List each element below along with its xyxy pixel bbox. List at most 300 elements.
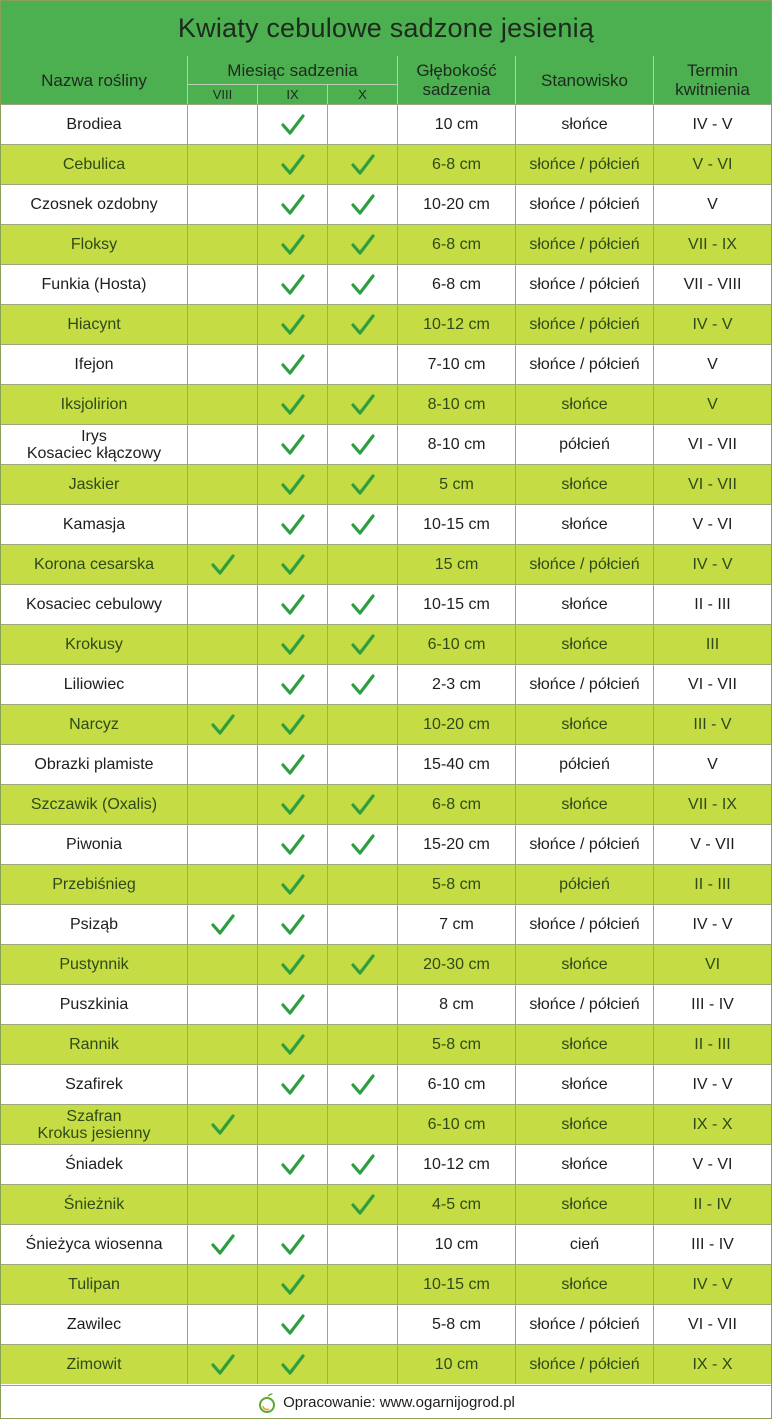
cell-depth: 8 cm xyxy=(398,985,516,1024)
checkmark-icon xyxy=(280,1312,306,1338)
checkmark-icon xyxy=(280,552,306,578)
cell-bloom: VI - VII xyxy=(688,436,737,453)
cell-month-ix xyxy=(258,305,328,344)
cell-position: słońce / półcień xyxy=(516,545,654,584)
cell-month-x xyxy=(328,1025,398,1064)
cell-position: słońce / półcień xyxy=(516,345,654,384)
cell-bloom: IV - V xyxy=(692,316,733,333)
table-row xyxy=(1,144,771,184)
cell-bloom: IV - V xyxy=(692,116,733,133)
checkmark-icon xyxy=(280,472,306,498)
cell-month-ix xyxy=(258,1185,328,1224)
checkmark-icon xyxy=(210,1232,236,1258)
cell-plant-name: Psiząb xyxy=(1,905,188,944)
cell-depth: 5-8 cm xyxy=(398,865,516,904)
cell-depth: 10-20 cm xyxy=(398,705,516,744)
cell-depth: 2-3 cm xyxy=(398,665,516,704)
cell-month-ix xyxy=(258,1025,328,1064)
checkmark-icon xyxy=(280,432,306,458)
checkmark-icon xyxy=(210,552,236,578)
checkmark-icon xyxy=(280,352,306,378)
cell-depth: 10 cm xyxy=(398,105,516,144)
cell-position: słońce / półcień xyxy=(516,225,654,264)
cell-position: słońce xyxy=(516,105,654,144)
cell-position: cień xyxy=(516,1225,654,1264)
cell-depth: 10 cm xyxy=(398,1225,516,1264)
cell-month-viii xyxy=(188,705,258,744)
table-row xyxy=(1,104,771,144)
header-bloom: Termin kwitnienia xyxy=(675,61,750,99)
checkmark-icon xyxy=(350,1072,376,1098)
cell-month-viii xyxy=(188,1025,258,1064)
cell-month-viii xyxy=(188,1145,258,1184)
cell-depth: 5-8 cm xyxy=(398,1025,516,1064)
cell-month-x xyxy=(328,705,398,744)
cell-month-ix xyxy=(258,1145,328,1184)
cell-depth: 6-8 cm xyxy=(398,265,516,304)
cell-plant-name: Hiacynt xyxy=(1,305,188,344)
table-row xyxy=(1,824,771,864)
cell-month-x xyxy=(328,225,398,264)
cell-plant-name: Tulipan xyxy=(1,1265,188,1304)
cell-position: słońce / półcień xyxy=(516,905,654,944)
cell-position: słońce / półcień xyxy=(516,145,654,184)
cell-month-viii xyxy=(188,545,258,584)
cell-month-x xyxy=(328,305,398,344)
cell-month-ix xyxy=(258,905,328,944)
cell-plant-name: Śnieżnik xyxy=(1,1185,188,1224)
header-position: Stanowisko xyxy=(516,56,654,104)
cell-bloom: VI - VII xyxy=(688,476,737,493)
cell-month-ix xyxy=(258,1265,328,1304)
cell-month-x xyxy=(328,625,398,664)
cell-plant-name: Zimowit xyxy=(1,1345,188,1384)
cell-month-viii xyxy=(188,665,258,704)
cell-month-ix xyxy=(258,1305,328,1344)
checkmark-icon xyxy=(350,792,376,818)
cell-depth: 8-10 cm xyxy=(398,425,516,464)
table-row xyxy=(1,504,771,544)
cell-month-x xyxy=(328,1065,398,1104)
table-row xyxy=(1,904,771,944)
checkmark-icon xyxy=(350,632,376,658)
checkmark-icon xyxy=(350,192,376,218)
cell-bloom: IV - V xyxy=(692,916,733,933)
checkmark-icon xyxy=(280,872,306,898)
table-row xyxy=(1,944,771,984)
cell-plant-name: Brodiea xyxy=(1,105,188,144)
checkmark-icon xyxy=(350,312,376,338)
table-row xyxy=(1,664,771,704)
cell-depth: 15-40 cm xyxy=(398,745,516,784)
cell-month-x xyxy=(328,385,398,424)
cell-bloom: II - IV xyxy=(693,1196,732,1213)
cell-depth: 5-8 cm xyxy=(398,1305,516,1344)
checkmark-icon xyxy=(280,672,306,698)
checkmark-icon xyxy=(280,992,306,1018)
cell-month-viii xyxy=(188,105,258,144)
cell-month-ix xyxy=(258,1345,328,1384)
header-month-viii: VIII xyxy=(188,84,258,104)
cell-depth: 10-20 cm xyxy=(398,185,516,224)
cell-plant-name: Liliowiec xyxy=(1,665,188,704)
table-row xyxy=(1,624,771,664)
cell-plant-name: Obrazki plamiste xyxy=(1,745,188,784)
checkmark-icon xyxy=(280,1232,306,1258)
cell-month-ix xyxy=(258,465,328,504)
cell-month-ix xyxy=(258,545,328,584)
cell-bloom: V xyxy=(707,756,718,773)
checkmark-icon xyxy=(280,512,306,538)
cell-month-viii xyxy=(188,1305,258,1344)
cell-position: słońce / półcień xyxy=(516,1305,654,1344)
cell-month-x xyxy=(328,1345,398,1384)
cell-month-ix xyxy=(258,1105,328,1144)
cell-plant-name: Szczawik (Oxalis) xyxy=(1,785,188,824)
cell-position: słońce xyxy=(516,1025,654,1064)
cell-depth: 6-10 cm xyxy=(398,1105,516,1144)
cell-month-ix xyxy=(258,145,328,184)
cell-month-viii xyxy=(188,145,258,184)
checkmark-icon xyxy=(280,232,306,258)
cell-depth: 6-8 cm xyxy=(398,145,516,184)
cell-month-ix xyxy=(258,505,328,544)
cell-position: słońce / półcień xyxy=(516,265,654,304)
cell-plant-name: Irys Kosaciec kłączowy xyxy=(1,425,188,464)
apple-logo-icon xyxy=(257,1392,277,1414)
cell-plant-name: Kamasja xyxy=(1,505,188,544)
table-row xyxy=(1,344,771,384)
cell-depth: 10 cm xyxy=(398,1345,516,1384)
cell-month-viii xyxy=(188,985,258,1024)
cell-month-x xyxy=(328,425,398,464)
cell-bloom: V - VI xyxy=(692,1156,733,1173)
cell-month-ix xyxy=(258,1225,328,1264)
cell-month-viii xyxy=(188,905,258,944)
cell-month-ix xyxy=(258,185,328,224)
cell-bloom: III - IV xyxy=(691,996,734,1013)
cell-position: słońce xyxy=(516,1185,654,1224)
cell-month-x xyxy=(328,945,398,984)
cell-month-x xyxy=(328,145,398,184)
cell-depth: 6-8 cm xyxy=(398,785,516,824)
cell-position: półcień xyxy=(516,865,654,904)
cell-bloom: IV - V xyxy=(692,556,733,573)
header-name: Nazwa rośliny xyxy=(1,56,188,104)
cell-plant-name: Korona cesarska xyxy=(1,545,188,584)
table-row xyxy=(1,424,771,464)
checkmark-icon xyxy=(280,632,306,658)
cell-position: słońce xyxy=(516,705,654,744)
cell-month-x xyxy=(328,745,398,784)
checkmark-icon xyxy=(350,952,376,978)
table-row xyxy=(1,1304,771,1344)
table-row xyxy=(1,184,771,224)
cell-plant-name: Kosaciec cebulowy xyxy=(1,585,188,624)
cell-plant-name: Puszkinia xyxy=(1,985,188,1024)
checkmark-icon xyxy=(280,1032,306,1058)
cell-month-x xyxy=(328,985,398,1024)
cell-depth: 8-10 cm xyxy=(398,385,516,424)
checkmark-icon xyxy=(280,152,306,178)
table-row xyxy=(1,224,771,264)
cell-position: słońce xyxy=(516,945,654,984)
cell-month-ix xyxy=(258,265,328,304)
cell-position: słońce xyxy=(516,1265,654,1304)
cell-position: słońce xyxy=(516,505,654,544)
cell-bloom: V xyxy=(707,196,718,213)
cell-position: słońce xyxy=(516,585,654,624)
cell-position: słońce / półcień xyxy=(516,665,654,704)
cell-month-ix xyxy=(258,665,328,704)
checkmark-icon xyxy=(350,392,376,418)
header-month-x: X xyxy=(328,84,398,104)
checkmark-icon xyxy=(350,832,376,858)
checkmark-icon xyxy=(350,432,376,458)
table-row xyxy=(1,1184,771,1224)
table-row xyxy=(1,864,771,904)
table-row xyxy=(1,304,771,344)
checkmark-icon xyxy=(350,1192,376,1218)
cell-month-viii xyxy=(188,745,258,784)
cell-month-x xyxy=(328,185,398,224)
checkmark-icon xyxy=(280,192,306,218)
cell-depth: 6-8 cm xyxy=(398,225,516,264)
cell-month-viii xyxy=(188,385,258,424)
checkmark-icon xyxy=(280,1072,306,1098)
page-title: Kwiaty cebulowe sadzone jesienią xyxy=(1,1,771,56)
footer-credit: Opracowanie: www.ogarnijogrod.pl xyxy=(283,1394,515,1411)
checkmark-icon xyxy=(210,1112,236,1138)
cell-depth: 20-30 cm xyxy=(398,945,516,984)
checkmark-icon xyxy=(350,592,376,618)
cell-plant-name: Floksy xyxy=(1,225,188,264)
cell-month-viii xyxy=(188,585,258,624)
cell-plant-name: Śnieżyca wiosenna xyxy=(1,1225,188,1264)
cell-month-ix xyxy=(258,425,328,464)
checkmark-icon xyxy=(350,512,376,538)
cell-month-viii xyxy=(188,1065,258,1104)
checkmark-icon xyxy=(350,1152,376,1178)
checkmark-icon xyxy=(280,832,306,858)
cell-position: słońce / półcień xyxy=(516,985,654,1024)
cell-depth: 7-10 cm xyxy=(398,345,516,384)
header-depth: Głębokość sadzenia xyxy=(398,56,516,104)
cell-bloom: V - VII xyxy=(690,836,735,853)
cell-bloom: VI xyxy=(704,956,721,973)
cell-bloom: V xyxy=(707,396,718,413)
cell-depth: 10-12 cm xyxy=(398,1145,516,1184)
cell-month-viii xyxy=(188,465,258,504)
cell-position: słońce xyxy=(516,625,654,664)
cell-depth: 6-10 cm xyxy=(398,1065,516,1104)
cell-bloom: II - III xyxy=(694,596,731,613)
cell-month-x xyxy=(328,785,398,824)
cell-bloom: III xyxy=(705,636,720,653)
cell-month-viii xyxy=(188,625,258,664)
cell-month-ix xyxy=(258,825,328,864)
cell-plant-name: Krokusy xyxy=(1,625,188,664)
cell-bloom: VII - IX xyxy=(688,796,737,813)
cell-month-x xyxy=(328,825,398,864)
cell-month-x xyxy=(328,265,398,304)
cell-month-viii xyxy=(188,865,258,904)
table-row xyxy=(1,264,771,304)
cell-month-ix xyxy=(258,985,328,1024)
cell-plant-name: Jaskier xyxy=(1,465,188,504)
table-header xyxy=(1,56,771,104)
cell-position: półcień xyxy=(516,745,654,784)
cell-bloom: III - V xyxy=(693,716,732,733)
cell-month-x xyxy=(328,505,398,544)
cell-plant-name: Funkia (Hosta) xyxy=(1,265,188,304)
checkmark-icon xyxy=(280,792,306,818)
checkmark-icon xyxy=(280,752,306,778)
cell-depth: 15 cm xyxy=(398,545,516,584)
cell-position: słońce xyxy=(516,1105,654,1144)
cell-position: słońce xyxy=(516,1145,654,1184)
cell-bloom: IV - V xyxy=(692,1076,733,1093)
cell-plant-name: Ifejon xyxy=(1,345,188,384)
cell-plant-name: Czosnek ozdobny xyxy=(1,185,188,224)
cell-month-viii xyxy=(188,1265,258,1304)
checkmark-icon xyxy=(280,912,306,938)
cell-month-viii xyxy=(188,265,258,304)
checkmark-icon xyxy=(280,952,306,978)
cell-month-viii xyxy=(188,1105,258,1144)
cell-bloom: IV - V xyxy=(692,1276,733,1293)
table-row xyxy=(1,1024,771,1064)
cell-month-x xyxy=(328,545,398,584)
cell-plant-name: Śniadek xyxy=(1,1145,188,1184)
cell-position: półcień xyxy=(516,425,654,464)
cell-month-x xyxy=(328,1305,398,1344)
cell-depth: 6-10 cm xyxy=(398,625,516,664)
cell-month-viii xyxy=(188,825,258,864)
cell-position: słońce / półcień xyxy=(516,305,654,344)
cell-month-viii xyxy=(188,945,258,984)
cell-month-ix xyxy=(258,385,328,424)
checkmark-icon xyxy=(210,1352,236,1378)
cell-month-viii xyxy=(188,305,258,344)
cell-bloom: IX - X xyxy=(692,1116,733,1133)
cell-plant-name: Szafran Krokus jesienny xyxy=(1,1105,188,1144)
cell-month-x xyxy=(328,465,398,504)
cell-month-x xyxy=(328,865,398,904)
checkmark-icon xyxy=(210,712,236,738)
cell-plant-name: Cebulica xyxy=(1,145,188,184)
table-row xyxy=(1,784,771,824)
checkmark-icon xyxy=(280,1152,306,1178)
cell-plant-name: Iksjolirion xyxy=(1,385,188,424)
cell-month-x xyxy=(328,1145,398,1184)
cell-month-x xyxy=(328,585,398,624)
table-row xyxy=(1,744,771,784)
cell-month-ix xyxy=(258,345,328,384)
checkmark-icon xyxy=(210,912,236,938)
checkmark-icon xyxy=(280,592,306,618)
checkmark-icon xyxy=(280,112,306,138)
cell-month-ix xyxy=(258,225,328,264)
cell-plant-name: Przebiśnieg xyxy=(1,865,188,904)
table-row xyxy=(1,464,771,504)
cell-month-ix xyxy=(258,1065,328,1104)
table-row xyxy=(1,1144,771,1184)
cell-month-ix xyxy=(258,585,328,624)
footer xyxy=(1,1385,771,1419)
checkmark-icon xyxy=(280,272,306,298)
cell-month-x xyxy=(328,345,398,384)
cell-bloom: VI - VII xyxy=(688,676,737,693)
cell-position: słońce / półcień xyxy=(516,825,654,864)
cell-depth: 10-12 cm xyxy=(398,305,516,344)
cell-month-ix xyxy=(258,865,328,904)
cell-month-viii xyxy=(188,1345,258,1384)
checkmark-icon xyxy=(350,672,376,698)
table-row xyxy=(1,1264,771,1304)
table-row xyxy=(1,584,771,624)
cell-position: słońce / półcień xyxy=(516,185,654,224)
cell-bloom: VII - IX xyxy=(688,236,737,253)
cell-month-ix xyxy=(258,785,328,824)
cell-month-viii xyxy=(188,505,258,544)
table-row xyxy=(1,984,771,1024)
cell-month-ix xyxy=(258,105,328,144)
cell-month-x xyxy=(328,1105,398,1144)
cell-month-x xyxy=(328,905,398,944)
cell-depth: 4-5 cm xyxy=(398,1185,516,1224)
cell-bloom: II - III xyxy=(694,876,731,893)
checkmark-icon xyxy=(280,712,306,738)
cell-month-ix xyxy=(258,945,328,984)
checkmark-icon xyxy=(280,312,306,338)
cell-depth: 10-15 cm xyxy=(398,585,516,624)
cell-month-viii xyxy=(188,1185,258,1224)
cell-position: słońce xyxy=(516,785,654,824)
cell-month-viii xyxy=(188,345,258,384)
cell-bloom: VI - VII xyxy=(688,1316,737,1333)
checkmark-icon xyxy=(350,472,376,498)
cell-bloom: III - IV xyxy=(691,1236,734,1253)
cell-depth: 10-15 cm xyxy=(398,1265,516,1304)
cell-position: słońce xyxy=(516,465,654,504)
table-row xyxy=(1,1344,771,1384)
cell-plant-name: Narcyz xyxy=(1,705,188,744)
cell-position: słońce / półcień xyxy=(516,1345,654,1384)
checkmark-icon xyxy=(350,232,376,258)
checkmark-icon xyxy=(280,1352,306,1378)
table-row xyxy=(1,1224,771,1264)
cell-plant-name: Szafirek xyxy=(1,1065,188,1104)
checkmark-icon xyxy=(350,152,376,178)
cell-plant-name: Pustynnik xyxy=(1,945,188,984)
cell-month-viii xyxy=(188,185,258,224)
cell-bloom: IX - X xyxy=(692,1356,733,1373)
cell-plant-name: Rannik xyxy=(1,1025,188,1064)
cell-month-x xyxy=(328,1185,398,1224)
cell-depth: 7 cm xyxy=(398,905,516,944)
cell-month-ix xyxy=(258,745,328,784)
table-row xyxy=(1,1064,771,1104)
table-row xyxy=(1,544,771,584)
cell-month-ix xyxy=(258,705,328,744)
header-month-group: Miesiąc sadzenia xyxy=(188,56,398,84)
cell-month-viii xyxy=(188,1225,258,1264)
header-month-ix: IX xyxy=(258,84,328,104)
cell-depth: 10-15 cm xyxy=(398,505,516,544)
cell-month-x xyxy=(328,105,398,144)
cell-month-viii xyxy=(188,225,258,264)
